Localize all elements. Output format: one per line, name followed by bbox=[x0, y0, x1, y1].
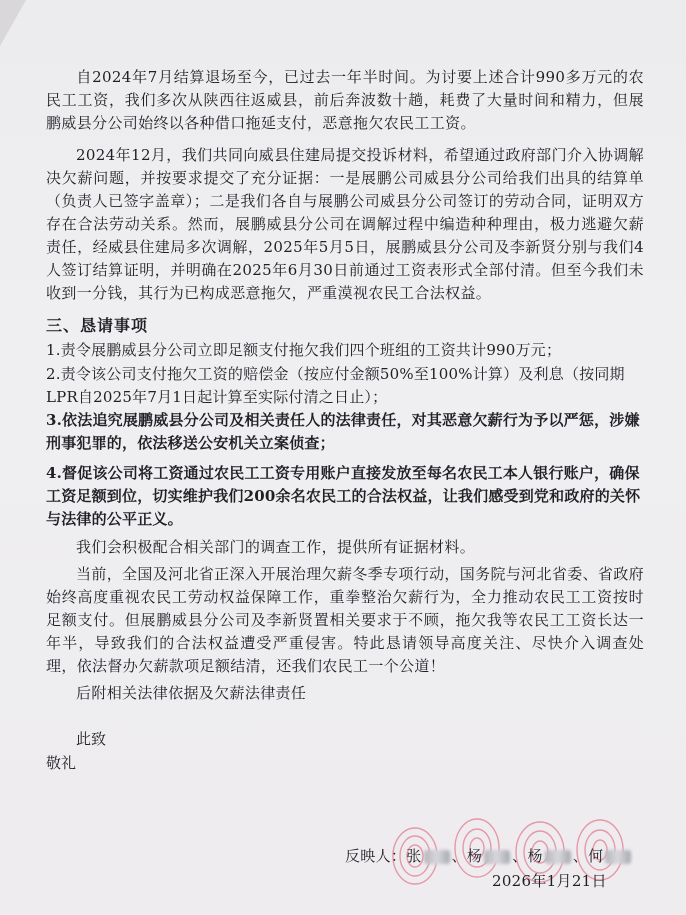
paragraph-cooperation-text: 我们会积极配合相关部门的调查工作，提供所有证据材料。 bbox=[76, 538, 476, 556]
signer-name-3: 杨 bbox=[527, 847, 543, 865]
page-corner-shadow bbox=[0, 0, 26, 46]
redacted-name bbox=[545, 850, 571, 864]
closing-greeting: 此致 bbox=[76, 730, 107, 748]
signer-name-4: 何 bbox=[588, 847, 604, 865]
redacted-name bbox=[484, 850, 510, 864]
paragraph-complaint-process-text: 2024年12月，我们共同向威县住建局提交投诉材料，希望通过政府部门介入协调解决欠薪问题，并按要求提交了充分证据：一是展鹏公司威县分公司给我们出具的结算单（负责人已签字盖章）；二是我们各自与展鹏公司威县分公司签订的劳动合同，证明双方存在合法劳动关系。然而，展鹏威县分公司在调解过程中编造种种理由，极力逃避欠薪责任，经威县住建局多次调解，2025年5月5日，展鹏威县分公司及李新贤分别与我们4人签订结算证明，并明确在2025年6月30日前通过工资表形式全部付清。但至今我们未收到一分钱，其行为已构成恶意拖欠，严重漠视农民工合法权益。 bbox=[46, 146, 644, 302]
request-item-2: 2.责令该公司支付拖欠工资的赔偿金（按应付金额50%至100%计算）及利息（按同期LPR自2025年7月1日起计算至实际付清之日止）； bbox=[46, 365, 625, 406]
attachment-note bbox=[46, 682, 644, 705]
signer-label: 反映人： bbox=[345, 847, 407, 865]
paragraph-complaint-process bbox=[46, 144, 644, 305]
request-item-3: 3.依法追究展鹏威县分公司及相关责任人的法律责任，对其恶意欠薪行为予以严惩，涉嫌刑事犯罪的，依法移送公安机关立案侦查； bbox=[46, 411, 640, 452]
closing-salute: 敬礼 bbox=[46, 754, 77, 772]
redacted-name bbox=[605, 850, 631, 864]
signer-name-2: 杨 bbox=[466, 847, 483, 865]
paragraph-appeal bbox=[46, 563, 644, 678]
paragraph-settlement-history bbox=[46, 66, 644, 135]
request-item-1: 1.责令展鹏威县分公司立即足额支付拖欠我们四个班组的工资共计990万元； bbox=[46, 341, 562, 359]
signer-name-1: 张 bbox=[406, 847, 422, 865]
paragraph-settlement-history-text: 自2024年7月结算退场至今，已过去一年半时间。为讨要上述合计990多万元的农民工工资，我们多次从陕西往返威县，前后奔波数十趟，耗费了大量时间和精力，但展鹏威县分公司始终以各种借口拖延支付，恶意拖欠农民工工资。 bbox=[46, 68, 644, 132]
paragraph-appeal-text: 当前，全国及河北省正深入开展治理欠薪冬季专项行动，国务院与河北省委、省政府始终高度重视农民工劳动权益保障工作，重拳整治欠薪行为，全力推动农民工工资按时足额支付。但展鹏威县分公司及李新贤置相关要求于不顾，拖欠我等农民工工资长达一年半，导致我们的合法权益遭受严重侵害。特此恳请领导高度关注、尽快介入调查处理，依法督办欠薪款项足额结清，还我们农民工一个公道！ bbox=[46, 565, 644, 675]
signers-line: 反映人：张 、杨 、杨 、何 bbox=[345, 845, 633, 866]
redacted-name bbox=[424, 850, 450, 864]
request-item-4: 4.督促该公司将工资通过农民工工资专用账户直接发放至每名农民工本人银行账户，确保工资足额到位，切实维护我们200余名农民工的合法权益，让我们感受到党和政府的关怀与法律的公平正义。 bbox=[46, 464, 641, 528]
section-title-requests: 三、恳请事项 bbox=[46, 316, 149, 335]
attachment-note-text: 后附相关法律依据及欠薪法律责任 bbox=[76, 684, 307, 702]
paragraph-cooperation bbox=[46, 536, 644, 559]
document-date: 2026年1月21日 bbox=[492, 872, 607, 890]
